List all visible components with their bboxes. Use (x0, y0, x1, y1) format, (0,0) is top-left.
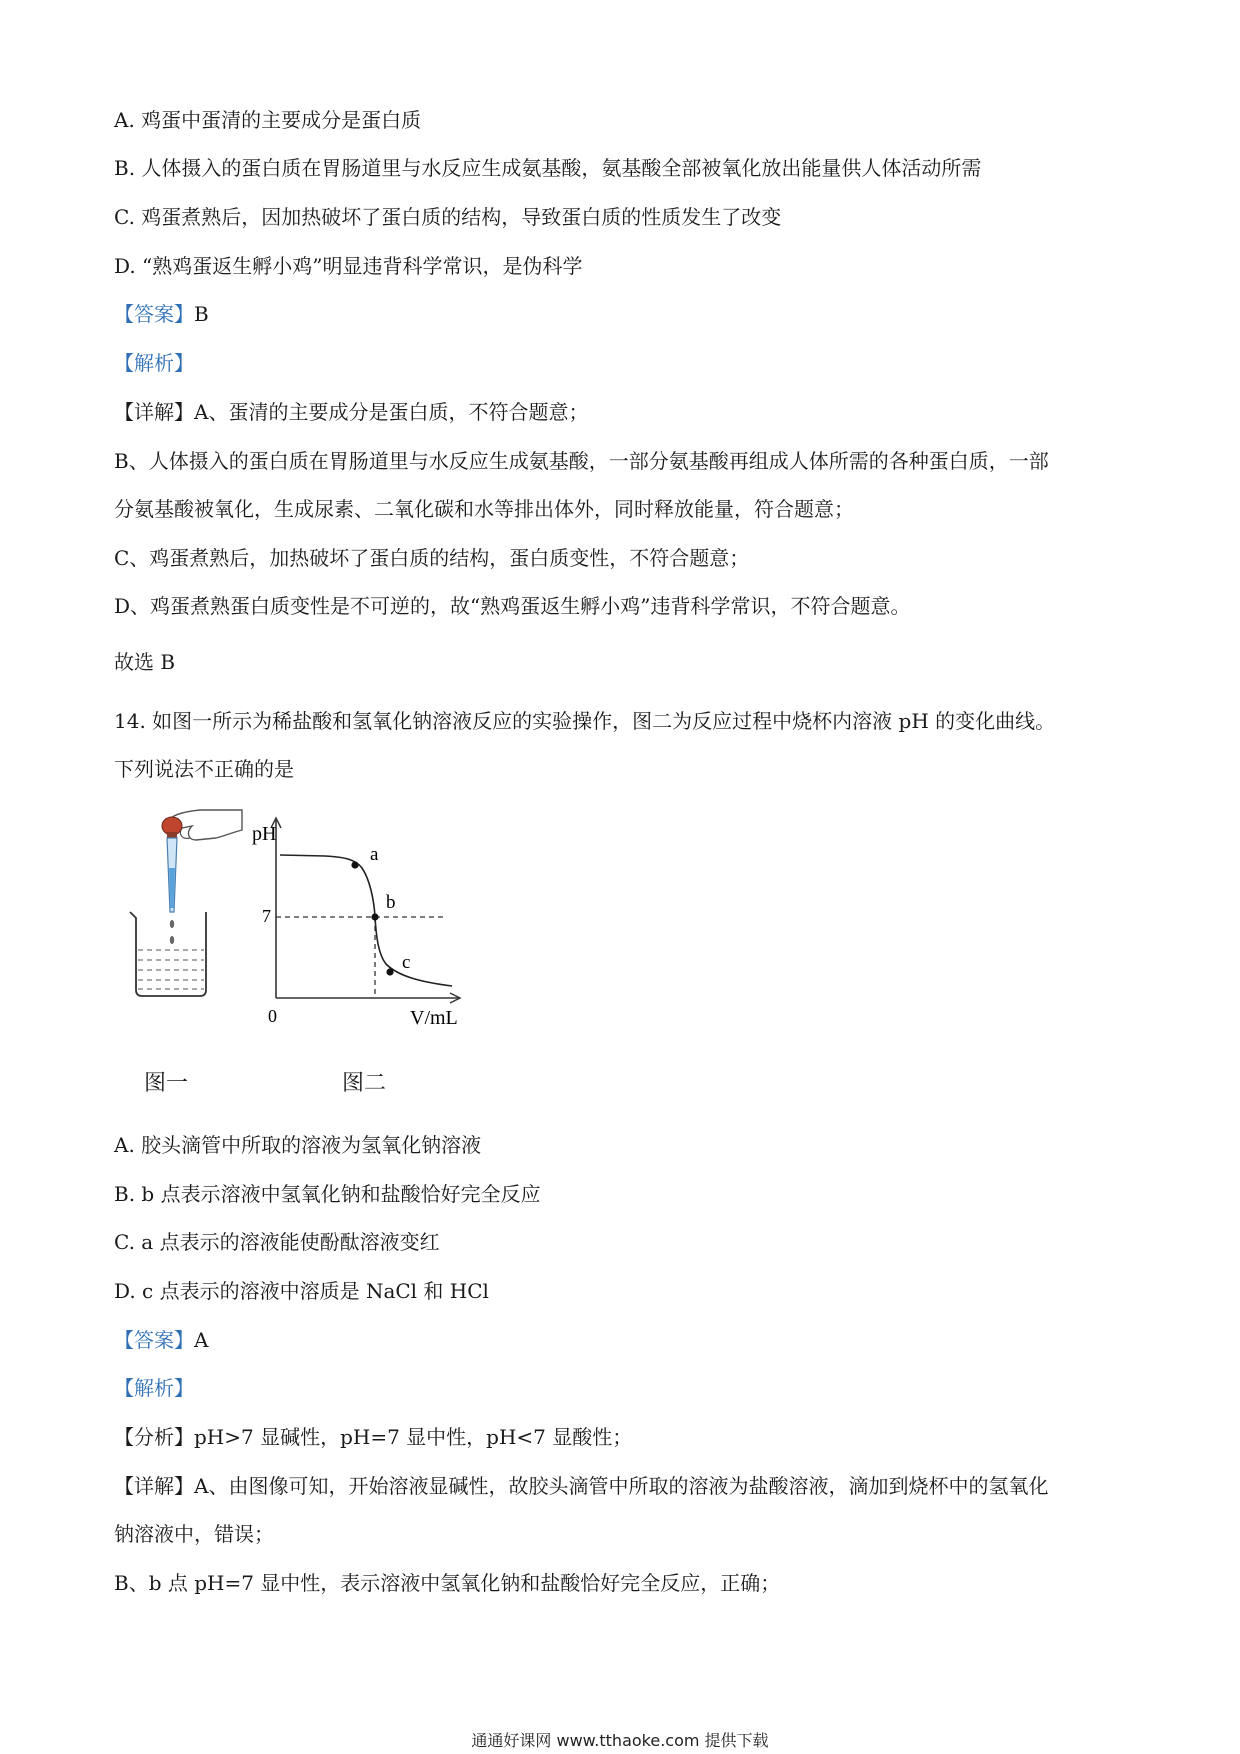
q14-fenxi-text: pH>7 显碱性，pH=7 显中性，pH<7 显酸性； (194, 1425, 633, 1449)
drop-1 (170, 920, 174, 928)
x-axis-label: V/mL (410, 1007, 458, 1029)
q14-detail-line-3: B、b 点 pH=7 显中性，表示溶液中氢氧化钠和盐酸恰好完全反应，正确； (114, 1571, 781, 1595)
drop-2 (170, 936, 174, 944)
point-c (386, 968, 393, 975)
y-axis-label: pH (252, 823, 277, 845)
q14-option-a: A. 胶头滴管中所取的溶液为氢氧化钠溶液 (114, 1133, 482, 1157)
q14-fenxi-tag: 【分析】 (114, 1425, 194, 1449)
option-c: C. 鸡蛋煮熟后，因加热破坏了蛋白质的结构，导致蛋白质的性质发生了改变 (114, 205, 782, 229)
q14-detail-tag: 【详解】 (114, 1474, 194, 1498)
conclusion: 故选 B (114, 650, 176, 674)
figure-svg (120, 808, 480, 1058)
beaker-illustration (130, 912, 206, 996)
q14-option-d: D. c 点表示的溶液中溶质是 NaCl 和 HCl (114, 1279, 489, 1303)
q14-answer-value: A (194, 1328, 209, 1352)
detail-line-4: C、鸡蛋煮熟后，加热破坏了蛋白质的结构，蛋白质变性，不符合题意； (114, 546, 750, 570)
q14-detail-line-1 (114, 1472, 1048, 1500)
q14-stem-line2: 下列说法不正确的是 (114, 757, 294, 781)
q14-detail-text: A、由图像可知，开始溶液显碱性，故胶头滴管中所取的溶液为盐酸溶液，滴加到烧杯中的氢氧化 (194, 1474, 1049, 1498)
q14-answer-tag: 【答案】 (114, 1328, 194, 1352)
q14-option-b: B. b 点表示溶液中氢氧化钠和盐酸恰好完全反应 (114, 1182, 541, 1206)
q14-option-c: C. a 点表示的溶液能使酚酞溶液变红 (114, 1230, 440, 1254)
analysis-tag: 【解析】 (114, 351, 194, 375)
q14-stem-line1: 14. 如图一所示为稀盐酸和氢氧化钠溶液反应的实验操作，图二为反应过程中烧杯内溶液 pH 的变化曲线。 (114, 709, 1056, 733)
answer-line (114, 300, 209, 328)
point-b-label: b (386, 892, 396, 913)
option-b: B. 人体摄入的蛋白质在胃肠道里与水反应生成氨基酸，氨基酸全部被氧化放出能量供人体活动所需 (114, 156, 982, 180)
figure-caption-1: 图一 (144, 1071, 189, 1096)
answer-tag: 【答案】 (114, 302, 194, 326)
page-footer: 通通好课网 www.tthaoke.com 提供下载 (471, 1731, 769, 1750)
tick-7-label: 7 (262, 906, 271, 926)
point-c-label: c (402, 952, 411, 973)
detail-line-5: D、鸡蛋煮熟蛋白质变性是不可逆的，故“熟鸡蛋返生孵小鸡”违背科学常识，不符合题意。 (114, 594, 911, 618)
detail-text: A、蛋清的主要成分是蛋白质，不符合题意； (194, 400, 589, 424)
option-a: A. 鸡蛋中蛋清的主要成分是蛋白质 (114, 108, 422, 132)
detail-tag: 【详解】 (114, 400, 194, 424)
point-a (351, 861, 358, 868)
detail-line-3: 分氨基酸被氧化，生成尿素、二氧化碳和水等排出体外，同时释放能量，符合题意； (114, 497, 854, 521)
detail-line-2: B、人体摄入的蛋白质在胃肠道里与水反应生成氨基酸，一部分氨基酸再组成人体所需的各种蛋白质，一部 (114, 449, 1049, 473)
point-a-label: a (370, 844, 379, 865)
ph-graph (252, 818, 460, 1029)
option-d: D. “熟鸡蛋返生孵小鸡”明显违背科学常识，是伪科学 (114, 254, 583, 278)
q14-fenxi-line (114, 1423, 632, 1451)
figure-caption-2: 图二 (342, 1071, 387, 1096)
origin-label: 0 (268, 1006, 277, 1026)
detail-line-1 (114, 398, 588, 426)
answer-value: B (194, 302, 209, 326)
ph-curve (280, 855, 452, 986)
q14-answer-line (114, 1326, 208, 1354)
point-b (371, 913, 378, 920)
q14-figure (120, 808, 480, 1098)
q14-detail-line-2: 钠溶液中，错误； (114, 1522, 274, 1546)
q14-analysis-tag: 【解析】 (114, 1376, 194, 1400)
hand-dropper-illustration (162, 810, 242, 912)
